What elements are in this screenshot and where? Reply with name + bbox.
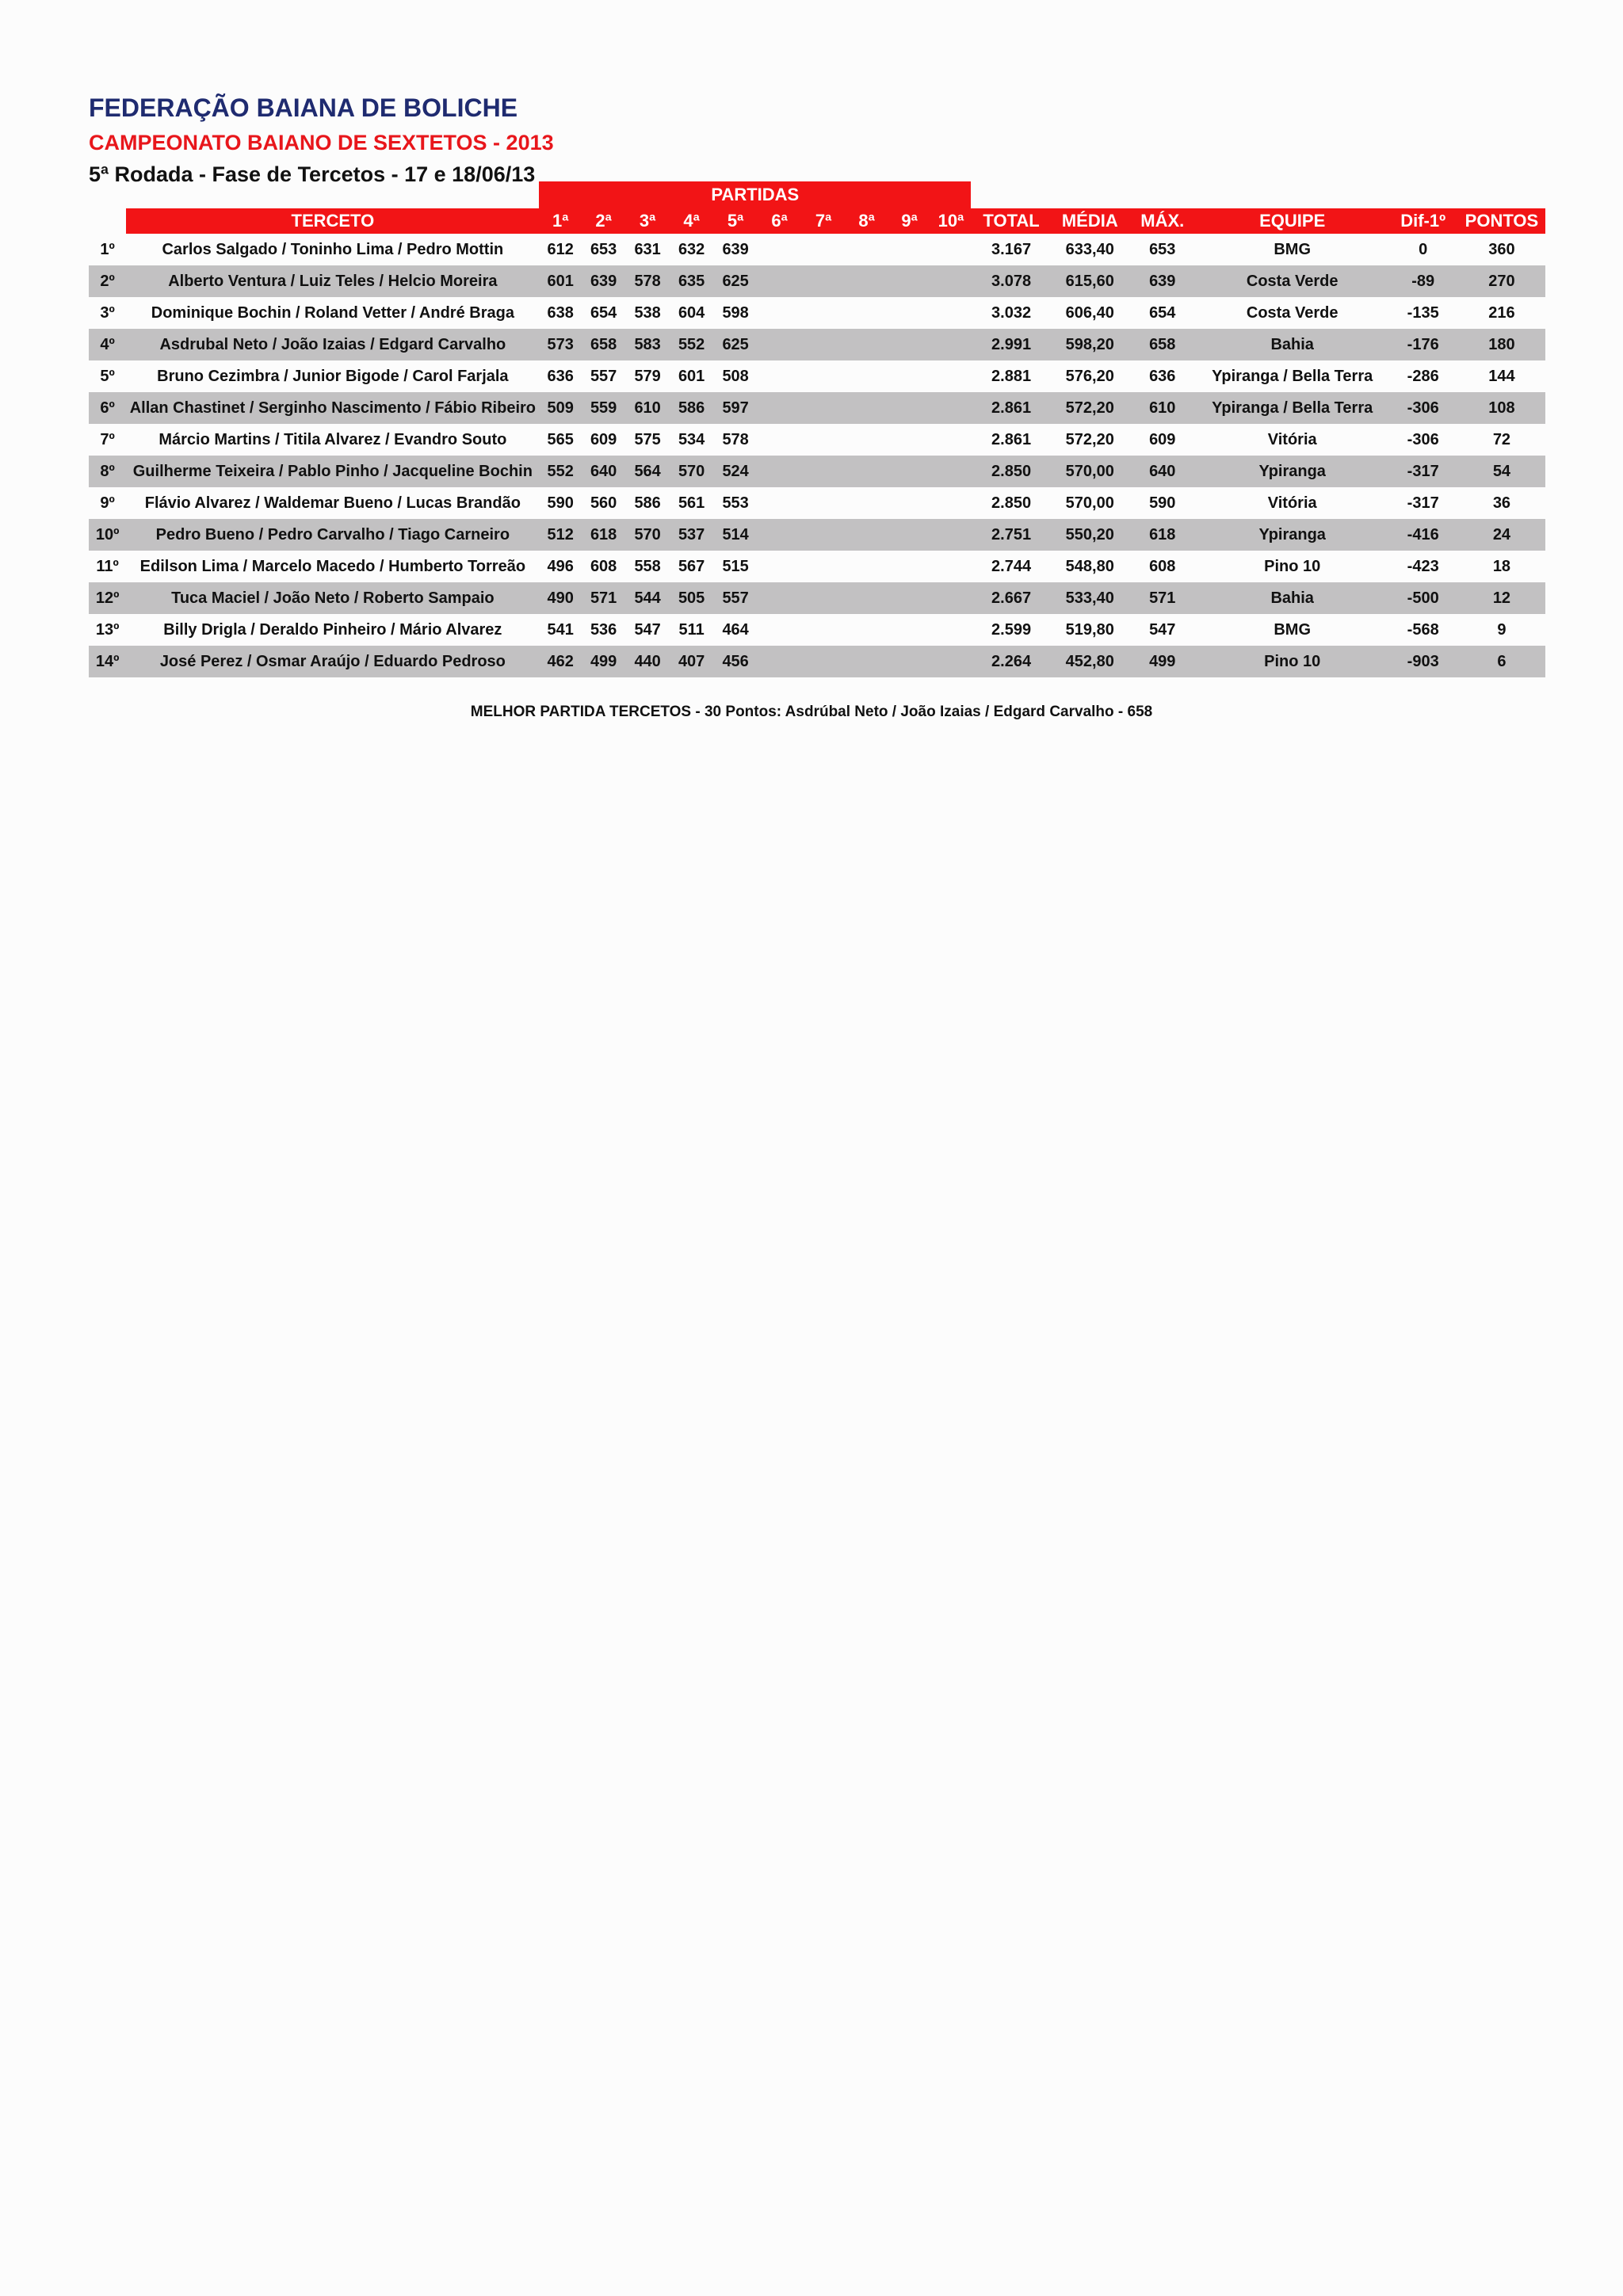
game-4-cell: 604 — [678, 303, 705, 322]
game-1-cell: 462 — [539, 646, 581, 677]
game-3-cell: 586 — [634, 494, 661, 512]
total-cell: 2.850 — [991, 494, 1032, 512]
game-2-cell: 608 — [590, 557, 617, 575]
game-4-cell: 534 — [678, 430, 705, 448]
col-game-3: 3ª — [625, 208, 670, 234]
table-row — [89, 424, 1545, 456]
max-cell: 499 — [1128, 646, 1197, 677]
game-2-cell: 609 — [590, 430, 617, 448]
game-6-cell — [758, 424, 802, 456]
game-10-cell — [931, 614, 971, 646]
max-cell: 618 — [1128, 519, 1197, 551]
dif-cell: 0 — [1419, 240, 1428, 258]
equipe-cell: Ypiranga — [1197, 456, 1388, 487]
media-cell: 548,80 — [1065, 557, 1114, 575]
federation-title: FEDERAÇÃO BAIANA DE BOLICHE — [89, 93, 518, 122]
game-6-cell — [758, 646, 802, 677]
total-cell: 2.850 — [971, 456, 1052, 487]
equipe-cell: Bahia — [1197, 582, 1388, 614]
game-8-cell — [846, 329, 888, 360]
game-3-cell: 538 — [634, 303, 661, 322]
game-9-cell — [888, 456, 930, 487]
max-cell: 653 — [1149, 240, 1176, 258]
game-2-cell: 658 — [582, 329, 626, 360]
rank-cell: 10º — [89, 519, 126, 551]
game-8-cell — [846, 614, 888, 646]
game-2-cell: 618 — [582, 519, 626, 551]
game-5-cell: 515 — [722, 557, 749, 575]
equipe-cell: BMG — [1274, 620, 1312, 639]
game-1-cell: 552 — [539, 456, 581, 487]
col-game-4: 4ª — [670, 208, 714, 234]
dif-cell: -89 — [1388, 265, 1457, 297]
rank-cell: 14º — [89, 646, 126, 677]
rank-cell: 13º — [95, 620, 120, 639]
game-9-cell — [888, 519, 930, 551]
terceto-cell: Guilherme Teixeira / Pablo Pinho / Jacqueline Bochin — [126, 456, 539, 487]
game-5-cell: 639 — [722, 240, 749, 258]
table-row — [89, 234, 1545, 265]
col-total: TOTAL — [971, 208, 1052, 234]
game-4-cell: 561 — [678, 494, 705, 512]
game-8-cell — [846, 360, 888, 392]
table-row — [89, 582, 1545, 614]
terceto-cell: Márcio Martins / Titila Alvarez / Evandro Souto — [158, 430, 507, 448]
media-cell: 615,60 — [1052, 265, 1128, 297]
pontos-cell: 36 — [1492, 494, 1511, 512]
terceto-cell: Alberto Ventura / Luiz Teles / Helcio Moreira — [126, 265, 539, 297]
game-9-cell — [888, 265, 930, 297]
media-cell: 633,40 — [1065, 240, 1114, 258]
game-10-cell — [931, 265, 971, 297]
max-cell: 640 — [1128, 456, 1197, 487]
pontos-cell: 180 — [1458, 329, 1545, 360]
col-game-1: 1ª — [539, 208, 581, 234]
game-5-cell: 625 — [713, 329, 758, 360]
game-7-cell — [801, 297, 846, 329]
terceto-cell: Allan Chastinet / Serginho Nascimento / Fábio Ribeiro — [126, 392, 539, 424]
game-5-cell: 456 — [713, 646, 758, 677]
media-cell: 606,40 — [1065, 303, 1114, 322]
game-6-cell — [758, 234, 802, 265]
rank-cell: 1º — [100, 240, 115, 258]
terceto-cell: Edilson Lima / Marcelo Macedo / Humberto Torreão — [139, 557, 526, 575]
rank-cell: 5º — [100, 367, 115, 385]
game-5-cell: 508 — [722, 367, 749, 385]
game-5-cell: 578 — [722, 430, 749, 448]
game-1-cell: 509 — [539, 392, 581, 424]
game-6-cell — [758, 297, 802, 329]
game-4-cell: 407 — [670, 646, 714, 677]
game-1-cell: 601 — [539, 265, 581, 297]
game-5-cell: 598 — [722, 303, 749, 322]
max-cell: 658 — [1128, 329, 1197, 360]
terceto-cell: Carlos Salgado / Toninho Lima / Pedro Mottin — [162, 240, 504, 258]
partidas-header-row — [89, 181, 1545, 208]
table-row — [89, 265, 1545, 297]
total-cell: 2.751 — [971, 519, 1052, 551]
dif-cell: -568 — [1407, 620, 1439, 639]
total-cell: 2.599 — [991, 620, 1032, 639]
game-2-cell: 559 — [582, 392, 626, 424]
col-terceto: TERCETO — [126, 208, 539, 234]
game-5-cell: 597 — [713, 392, 758, 424]
game-5-cell: 514 — [713, 519, 758, 551]
equipe-cell: Bahia — [1197, 329, 1388, 360]
partidas-label: PARTIDAS — [539, 181, 971, 208]
total-cell: 2.861 — [971, 392, 1052, 424]
game-6-cell — [758, 392, 802, 424]
game-2-cell: 499 — [582, 646, 626, 677]
pontos-cell: 18 — [1492, 557, 1511, 575]
game-3-cell: 610 — [625, 392, 670, 424]
game-7-cell — [801, 551, 846, 582]
game-10-cell — [931, 424, 971, 456]
col-game-7: 7ª — [801, 208, 846, 234]
game-8-cell — [846, 424, 888, 456]
game-9-cell — [888, 329, 930, 360]
game-9-cell — [888, 297, 930, 329]
game-10-cell — [931, 487, 971, 519]
rank-cell: 4º — [89, 329, 126, 360]
col-pontos: PONTOS — [1458, 208, 1545, 234]
game-8-cell — [846, 646, 888, 677]
results-table — [89, 181, 1545, 677]
total-cell: 3.032 — [991, 303, 1032, 322]
table-row — [89, 456, 1545, 487]
game-8-cell — [846, 392, 888, 424]
game-5-cell: 625 — [713, 265, 758, 297]
document-header — [89, 89, 554, 190]
media-cell: 519,80 — [1065, 620, 1114, 639]
dif-cell: -500 — [1388, 582, 1457, 614]
rank-cell: 11º — [96, 557, 119, 575]
equipe-cell: Ypiranga — [1197, 519, 1388, 551]
dif-cell: -135 — [1407, 303, 1439, 322]
game-9-cell — [888, 360, 930, 392]
game-10-cell — [931, 551, 971, 582]
media-cell: 550,20 — [1052, 519, 1128, 551]
game-2-cell: 640 — [582, 456, 626, 487]
game-6-cell — [758, 519, 802, 551]
total-cell: 2.264 — [971, 646, 1052, 677]
game-9-cell — [888, 487, 930, 519]
game-10-cell — [931, 392, 971, 424]
table-row — [89, 519, 1545, 551]
game-5-cell: 553 — [722, 494, 749, 512]
equipe-cell: Ypiranga / Bella Terra — [1197, 392, 1388, 424]
dif-cell: -176 — [1388, 329, 1457, 360]
table-row — [89, 487, 1545, 519]
game-7-cell — [801, 424, 846, 456]
col-game-2: 2ª — [582, 208, 626, 234]
equipe-cell: BMG — [1274, 240, 1312, 258]
best-game-note: MELHOR PARTIDA TERCETOS - 30 Pontos: Asdrúbal Neto / João Izaias / Edgard Carvalho - 658 — [470, 704, 1153, 720]
game-4-cell: 635 — [670, 265, 714, 297]
game-1-cell: 636 — [547, 367, 574, 385]
terceto-cell: José Perez / Osmar Araújo / Eduardo Pedroso — [126, 646, 539, 677]
equipe-cell: Pino 10 — [1264, 557, 1321, 575]
total-cell: 2.881 — [991, 367, 1032, 385]
game-9-cell — [888, 646, 930, 677]
game-3-cell: 578 — [625, 265, 670, 297]
game-7-cell — [801, 487, 846, 519]
game-2-cell: 557 — [590, 367, 617, 385]
equipe-cell: Pino 10 — [1197, 646, 1388, 677]
game-10-cell — [931, 519, 971, 551]
terceto-cell: Billy Drigla / Deraldo Pinheiro / Mário Alvarez — [163, 620, 502, 639]
game-8-cell — [846, 456, 888, 487]
game-3-cell: 570 — [625, 519, 670, 551]
round-title: 5ª Rodada - Fase de Tercetos - 17 e 18/06/13 — [89, 162, 536, 186]
game-4-cell: 552 — [670, 329, 714, 360]
game-4-cell: 511 — [678, 620, 705, 639]
game-6-cell — [758, 551, 802, 582]
media-cell: 570,00 — [1052, 456, 1128, 487]
game-3-cell: 579 — [634, 367, 661, 385]
max-cell: 547 — [1149, 620, 1176, 639]
game-8-cell — [846, 265, 888, 297]
equipe-cell: Vitória — [1267, 494, 1317, 512]
game-10-cell — [931, 297, 971, 329]
table-row — [89, 614, 1545, 646]
game-6-cell — [758, 582, 802, 614]
game-1-cell: 612 — [547, 240, 574, 258]
rank-cell: 6º — [89, 392, 126, 424]
game-9-cell — [888, 614, 930, 646]
pontos-cell: 360 — [1488, 240, 1515, 258]
game-3-cell: 558 — [634, 557, 661, 575]
table-row — [89, 646, 1545, 677]
rank-cell: 9º — [100, 494, 115, 512]
game-5-cell: 557 — [713, 582, 758, 614]
total-cell: 3.078 — [971, 265, 1052, 297]
game-9-cell — [888, 551, 930, 582]
dif-cell: -416 — [1388, 519, 1457, 551]
terceto-cell: Flávio Alvarez / Waldemar Bueno / Lucas Brandão — [144, 494, 521, 512]
game-4-cell: 632 — [678, 240, 705, 258]
rank-cell: 12º — [89, 582, 126, 614]
game-7-cell — [801, 265, 846, 297]
game-7-cell — [801, 360, 846, 392]
game-9-cell — [888, 582, 930, 614]
game-7-cell — [801, 392, 846, 424]
game-7-cell — [801, 614, 846, 646]
col-game-10: 10ª — [931, 208, 971, 234]
equipe-cell: Costa Verde — [1246, 303, 1338, 322]
game-7-cell — [801, 519, 846, 551]
game-1-cell: 541 — [547, 620, 574, 639]
pontos-cell: 24 — [1458, 519, 1545, 551]
col-game-5: 5ª — [713, 208, 758, 234]
game-8-cell — [846, 487, 888, 519]
pontos-cell: 270 — [1458, 265, 1545, 297]
dif-cell: -306 — [1388, 392, 1457, 424]
game-3-cell: 544 — [625, 582, 670, 614]
col-game-8: 8ª — [846, 208, 888, 234]
game-6-cell — [758, 265, 802, 297]
media-cell: 572,20 — [1065, 430, 1114, 448]
table-row — [89, 551, 1545, 582]
game-8-cell — [846, 519, 888, 551]
col-equipe: EQUIPE — [1197, 208, 1388, 234]
game-7-cell — [801, 582, 846, 614]
col-game-9: 9ª — [888, 208, 930, 234]
game-3-cell: 547 — [634, 620, 661, 639]
dif-cell: -286 — [1407, 367, 1439, 385]
game-6-cell — [758, 614, 802, 646]
game-4-cell: 505 — [670, 582, 714, 614]
table-row — [89, 360, 1545, 392]
total-cell: 3.167 — [991, 240, 1032, 258]
game-2-cell: 536 — [590, 620, 617, 639]
game-1-cell: 512 — [539, 519, 581, 551]
media-cell: 452,80 — [1052, 646, 1128, 677]
total-cell: 2.744 — [991, 557, 1032, 575]
col-game-6: 6ª — [758, 208, 802, 234]
rank-cell: 7º — [100, 430, 115, 448]
terceto-cell: Asdrubal Neto / João Izaias / Edgard Carvalho — [126, 329, 539, 360]
game-1-cell: 638 — [547, 303, 574, 322]
game-8-cell — [846, 297, 888, 329]
game-2-cell: 653 — [590, 240, 617, 258]
col-media: MÉDIA — [1052, 208, 1128, 234]
game-6-cell — [758, 456, 802, 487]
game-1-cell: 496 — [547, 557, 574, 575]
championship-title: CAMPEONATO BAIANO DE SEXTETOS - 2013 — [89, 131, 554, 154]
game-10-cell — [931, 360, 971, 392]
game-10-cell — [931, 646, 971, 677]
game-4-cell: 586 — [670, 392, 714, 424]
game-1-cell: 573 — [539, 329, 581, 360]
game-3-cell: 564 — [625, 456, 670, 487]
game-10-cell — [931, 329, 971, 360]
col-dif: Dif-1º — [1388, 208, 1457, 234]
pontos-cell: 72 — [1492, 430, 1511, 448]
terceto-cell: Dominique Bochin / Roland Vetter / André Braga — [151, 303, 514, 322]
max-cell: 608 — [1149, 557, 1176, 575]
results-body — [89, 234, 1545, 677]
game-6-cell — [758, 329, 802, 360]
total-cell: 2.991 — [971, 329, 1052, 360]
dif-cell: -317 — [1388, 456, 1457, 487]
game-2-cell: 571 — [582, 582, 626, 614]
game-10-cell — [931, 234, 971, 265]
game-1-cell: 565 — [547, 430, 574, 448]
game-10-cell — [931, 582, 971, 614]
game-3-cell: 631 — [634, 240, 661, 258]
pontos-cell: 144 — [1488, 367, 1515, 385]
pontos-cell: 6 — [1458, 646, 1545, 677]
max-cell: 639 — [1128, 265, 1197, 297]
game-7-cell — [801, 646, 846, 677]
pontos-cell: 108 — [1458, 392, 1545, 424]
pontos-cell: 54 — [1458, 456, 1545, 487]
game-4-cell: 567 — [678, 557, 705, 575]
col-max: MÁX. — [1128, 208, 1197, 234]
table-row — [89, 329, 1545, 360]
game-4-cell: 601 — [678, 367, 705, 385]
game-3-cell: 575 — [634, 430, 661, 448]
dif-cell: -423 — [1407, 557, 1439, 575]
equipe-cell: Costa Verde — [1197, 265, 1388, 297]
max-cell: 636 — [1149, 367, 1176, 385]
terceto-cell: Pedro Bueno / Pedro Carvalho / Tiago Carneiro — [126, 519, 539, 551]
media-cell: 533,40 — [1052, 582, 1128, 614]
game-6-cell — [758, 360, 802, 392]
pontos-cell: 12 — [1458, 582, 1545, 614]
game-8-cell — [846, 234, 888, 265]
pontos-cell: 9 — [1497, 620, 1507, 639]
media-cell: 598,20 — [1052, 329, 1128, 360]
terceto-cell: Bruno Cezimbra / Junior Bigode / Carol Farjala — [157, 367, 509, 385]
game-9-cell — [888, 424, 930, 456]
game-9-cell — [888, 392, 930, 424]
media-cell: 572,20 — [1052, 392, 1128, 424]
game-2-cell: 560 — [590, 494, 617, 512]
equipe-cell: Vitória — [1267, 430, 1317, 448]
game-1-cell: 590 — [547, 494, 574, 512]
total-cell: 2.667 — [971, 582, 1052, 614]
table-row — [89, 392, 1545, 424]
game-5-cell: 524 — [713, 456, 758, 487]
game-4-cell: 537 — [670, 519, 714, 551]
game-3-cell: 440 — [625, 646, 670, 677]
game-6-cell — [758, 487, 802, 519]
max-cell: 654 — [1149, 303, 1176, 322]
pontos-cell: 216 — [1488, 303, 1515, 322]
media-cell: 576,20 — [1065, 367, 1114, 385]
game-7-cell — [801, 329, 846, 360]
game-5-cell: 464 — [722, 620, 749, 639]
dif-cell: -306 — [1407, 430, 1439, 448]
game-1-cell: 490 — [539, 582, 581, 614]
rank-cell: 2º — [89, 265, 126, 297]
max-cell: 609 — [1149, 430, 1176, 448]
game-4-cell: 570 — [670, 456, 714, 487]
game-3-cell: 583 — [625, 329, 670, 360]
column-header-row — [89, 208, 1545, 234]
rank-cell: 8º — [89, 456, 126, 487]
game-8-cell — [846, 551, 888, 582]
game-2-cell: 639 — [582, 265, 626, 297]
game-7-cell — [801, 456, 846, 487]
game-8-cell — [846, 582, 888, 614]
equipe-cell: Ypiranga / Bella Terra — [1212, 367, 1373, 385]
max-cell: 590 — [1149, 494, 1176, 512]
game-2-cell: 654 — [590, 303, 617, 322]
terceto-cell: Tuca Maciel / João Neto / Roberto Sampaio — [126, 582, 539, 614]
game-7-cell — [801, 234, 846, 265]
dif-cell: -903 — [1388, 646, 1457, 677]
table-row — [89, 297, 1545, 329]
dif-cell: -317 — [1407, 494, 1439, 512]
max-cell: 610 — [1128, 392, 1197, 424]
game-9-cell — [888, 234, 930, 265]
game-10-cell — [931, 456, 971, 487]
media-cell: 570,00 — [1065, 494, 1114, 512]
max-cell: 571 — [1128, 582, 1197, 614]
total-cell: 2.861 — [991, 430, 1032, 448]
rank-cell: 3º — [100, 303, 115, 322]
